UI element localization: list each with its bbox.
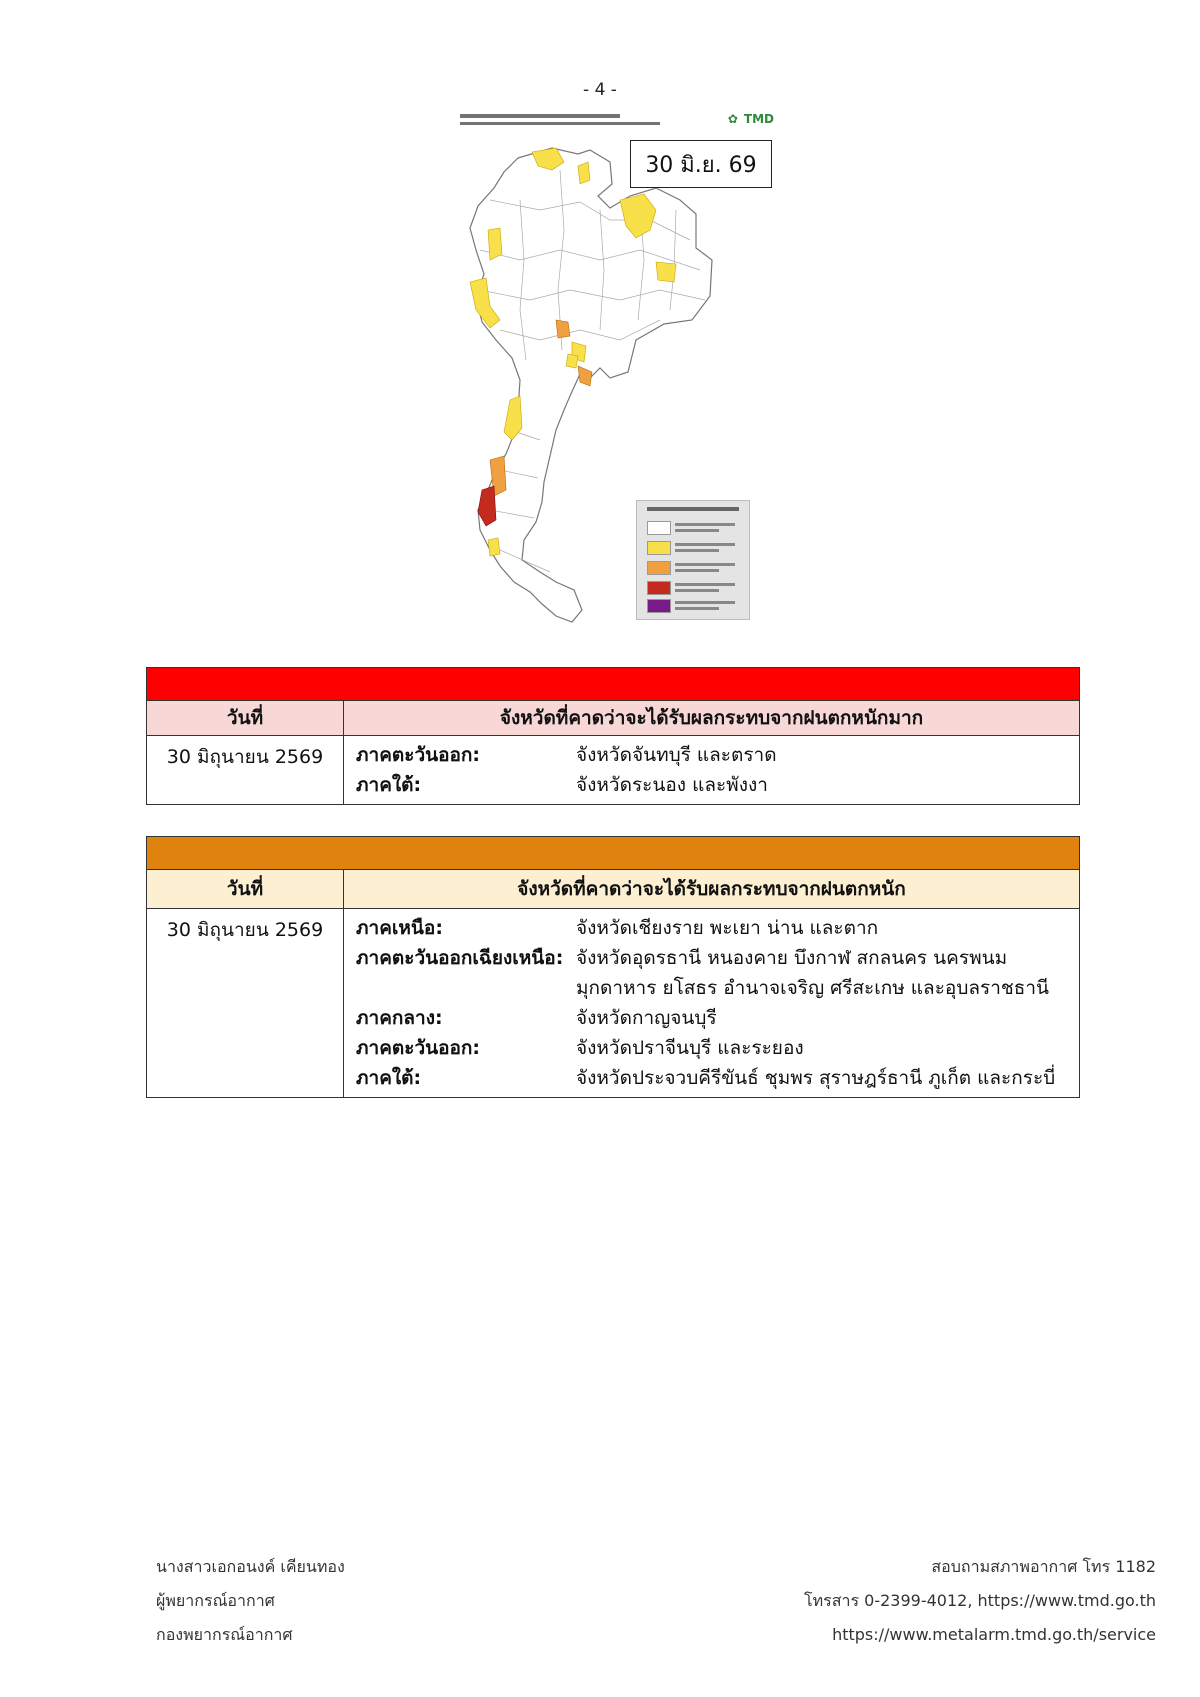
- forecaster-title: ผู้พยากรณ์อากาศ: [156, 1591, 275, 1610]
- region-label: ภาคกลาง:: [356, 1007, 443, 1029]
- provinces-column-header: จังหวัดที่คาดว่าจะได้รับผลกระทบจากฝนตกหนักมาก: [499, 707, 924, 729]
- region-label: ภาคเหนือ:: [356, 917, 443, 939]
- province-list: จังหวัดประจวบคีรีขันธ์ ชุมพร สุราษฎร์ธานี ภูเก็ต และกระบี่: [576, 1067, 1056, 1089]
- province-list: จังหวัดเชียงราย พะเยา น่าน และตาก: [576, 917, 879, 939]
- legend-swatch-yellow: [647, 541, 671, 555]
- map-date-label: 30 มิ.ย. 69: [630, 140, 772, 188]
- province-list: จังหวัดจันทบุรี และตราด: [576, 744, 777, 766]
- forecaster-name: นางสาวเอกอนงค์ เคียนทอง: [156, 1557, 345, 1576]
- tmd-logo: ✿ TMD: [727, 112, 774, 126]
- table-row: [147, 736, 1079, 804]
- area-isan-east: [656, 262, 676, 282]
- province-list: จังหวัดกาญจนบุรี: [576, 1007, 717, 1029]
- legend-swatch-red: [647, 581, 671, 595]
- fax-website-text[interactable]: โทรสาร 0-2399-4012, https://www.tmd.go.th: [804, 1591, 1156, 1610]
- region-label: ภาคตะวันออก:: [356, 1037, 481, 1059]
- forecaster-info: [156, 1550, 345, 1652]
- region-row: [356, 1003, 1079, 1033]
- metalarm-link[interactable]: https://www.metalarm.tmd.go.th/service: [832, 1625, 1156, 1644]
- region-label: [356, 973, 576, 1003]
- region-row: [356, 913, 1079, 943]
- legend-swatch-purple: [647, 599, 671, 613]
- region-row: [356, 740, 1079, 770]
- area-rayong: [566, 354, 578, 368]
- table-header: [147, 870, 1079, 909]
- table-header: [147, 701, 1079, 736]
- area-chiangrai: [488, 228, 502, 260]
- hotline-text: สอบถามสภาพอากาศ โทร 1182: [931, 1557, 1156, 1576]
- table-row: [147, 909, 1079, 1097]
- region-label: ภาคใต้:: [356, 1067, 422, 1089]
- provinces-column-header: จังหวัดที่คาดว่าจะได้รับผลกระทบจากฝนตกหนัก: [517, 878, 906, 900]
- region-label: ภาคตะวันออก:: [356, 744, 481, 766]
- region-row: [356, 943, 1079, 973]
- region-label: ภาคตะวันออกเฉียงเหนือ:: [356, 947, 564, 969]
- region-row: [356, 770, 1079, 800]
- page-number: - 4 -: [583, 80, 617, 100]
- very-heavy-banner: [147, 668, 1079, 701]
- region-row: [356, 1033, 1079, 1063]
- contact-info: [804, 1550, 1156, 1652]
- province-list: จังหวัดระนอง และพังงา: [576, 774, 768, 796]
- province-list: จังหวัดอุดรธานี หนองคาย บึงกาฬ สกลนคร นครพนม: [576, 947, 1008, 969]
- very-heavy-rain-table: [146, 667, 1080, 805]
- region-row: [356, 973, 1079, 1003]
- map-legend: [636, 500, 750, 620]
- area-kanchanaburi-orange: [556, 320, 570, 338]
- heavy-banner: [147, 837, 1079, 870]
- date-cell: 30 มิถุนายน 2569: [147, 909, 344, 1097]
- province-list: จังหวัดปราจีนบุรี และระยอง: [576, 1037, 804, 1059]
- forecaster-division: กองพยากรณ์อากาศ: [156, 1625, 293, 1644]
- province-list: มุกดาหาร ยโสธร อำนาจเจริญ ศรีสะเกษ และอุบลราชธานี: [576, 977, 1050, 999]
- rain-forecast-map: [460, 110, 780, 630]
- date-column-header: วันที่: [147, 870, 344, 908]
- region-row: [356, 1063, 1079, 1093]
- area-nan: [578, 162, 590, 184]
- heavy-rain-table: [146, 836, 1080, 1098]
- legend-swatch-white: [647, 521, 671, 535]
- legend-swatch-orange: [647, 561, 671, 575]
- date-cell: 30 มิถุนายน 2569: [147, 736, 344, 804]
- date-column-header: วันที่: [147, 701, 344, 735]
- area-phuket: [488, 538, 500, 556]
- region-label: ภาคใต้:: [356, 774, 422, 796]
